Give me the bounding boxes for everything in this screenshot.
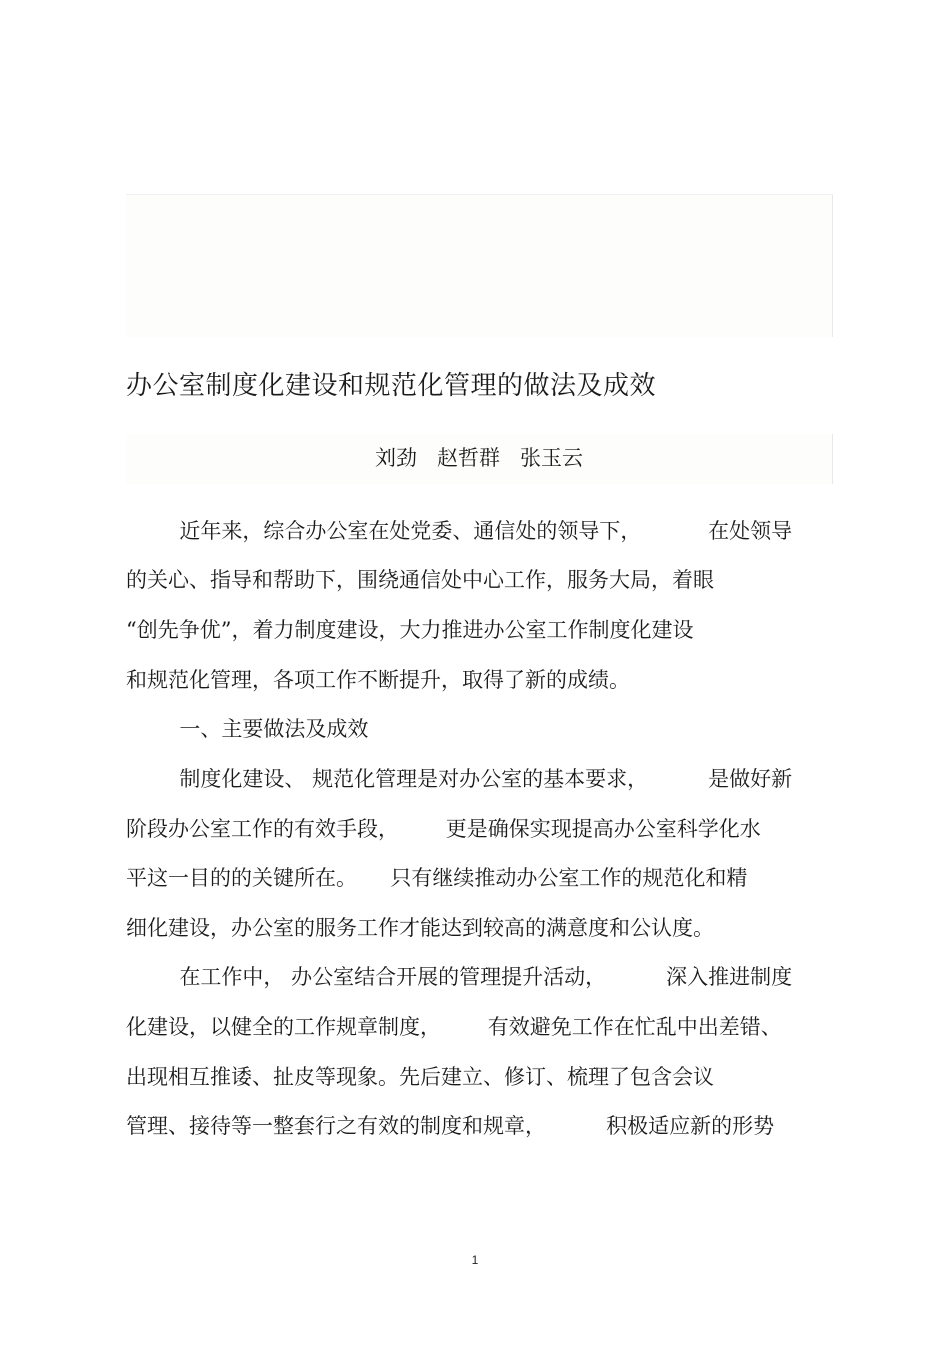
body-line-10: 在工作中， 办公室结合开展的管理提升活动， 深入推进制度 [126, 965, 793, 989]
body-line-13: 管理、接待等一整套行之有效的制度和规章， 积极适应新的形势 [126, 1114, 775, 1138]
author-area [126, 434, 833, 484]
body-line-4: 和规范化管理，各项工作不断提升，取得了新的成绩。 [126, 668, 630, 692]
body-line-2: 的关心、指导和帮助下，围绕通信处中心工作，服务大局，着眼 [126, 568, 714, 592]
body-line-1: 近年来，综合办公室在处党委、通信处的领导下， 在处领导 [126, 519, 793, 543]
body-line-3: “创先争优”，着力制度建设，大力推进办公室工作制度化建设 [126, 618, 694, 642]
body-line-6: 制度化建设、 规范化管理是对办公室的基本要求， 是做好新 [126, 767, 793, 791]
body-line-8: 平这一目的的关键所在。 只有继续推动办公室工作的规范化和精 [126, 866, 748, 890]
author-names: 刘劲 赵哲群 张玉云 [374, 446, 584, 470]
header-blank-area [126, 194, 833, 337]
section-heading: 一、主要做法及成效 [126, 717, 369, 741]
page-number: 1 [471, 1253, 479, 1267]
body-line-12: 出现相互推诿、扯皮等现象。先后建立、修订、梳理了包含会议 [126, 1065, 714, 1089]
body-line-9: 细化建设，办公室的服务工作才能达到较高的满意度和公认度。 [126, 916, 714, 940]
body-line-7: 阶段办公室工作的有效手段， 更是确保实现提高办公室科学化水 [126, 817, 761, 841]
document-title: 办公室制度化建设和规范化管理的做法及成效 [126, 371, 657, 401]
body-line-11: 化建设，以健全的工作规章制度， 有效避免工作在忙乱中出差错、 [126, 1015, 782, 1039]
